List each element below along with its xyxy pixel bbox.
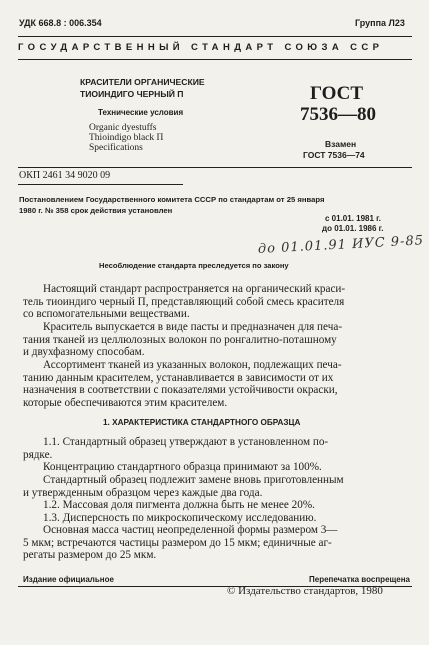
okp-underline — [18, 184, 183, 185]
english-title-2: Thioindigo black П — [89, 133, 164, 143]
title-line-2: ТИОИНДИГО ЧЕРНЫЙ П — [80, 89, 184, 99]
clause-1-3 — [23, 512, 413, 525]
publisher: © Издательство стандартов, 1980 — [227, 585, 383, 597]
replace-sample-paragraph — [23, 474, 413, 499]
standard-banner: ГОСУДАРСТВЕННЫЙ СТАНДАРТ СОЮЗА ССР — [18, 42, 384, 53]
validity-to: до 01.01. 1986 г. — [322, 224, 384, 233]
replace-label: Взамен — [325, 139, 357, 149]
validity-from: с 01.01. 1981 г. — [325, 214, 381, 223]
paste-line: тания тканей из целлюлозных волокон по ронгалитно-поташному — [23, 333, 337, 346]
assortment-paragraph — [23, 359, 413, 409]
mass-line: Основная масса частиц неопределенной формы размером 3— — [43, 524, 338, 536]
official-edition: Издание официальное — [23, 575, 114, 584]
top-rule — [18, 36, 412, 37]
intro-paragraph — [23, 283, 413, 321]
handwritten-extension: до 01.01.91 ИУС 9-85 — [257, 233, 425, 257]
clause-1-3-line: 1.3. Дисперсность по микроскопическому исследованию. — [43, 512, 317, 524]
paste-line: и двухфазному способам. — [23, 346, 145, 359]
english-title-3: Specifications — [89, 143, 143, 153]
replace-value: ГОСТ 7536—74 — [303, 150, 365, 160]
paste-line: Краситель выпускается в виде пасты и предназначен для печа- — [43, 321, 343, 333]
assortment-line: танию данным красителем, устанавливается в зависимости от их — [23, 371, 334, 384]
intro-line: тель тиоиндиго черный П, представляющий собой смесь красителя — [23, 295, 345, 308]
section-heading: 1. ХАРАКТЕРИСТИКА СТАНДАРТНОГО ОБРАЗЦА — [103, 418, 301, 427]
replace-sample-line: и утвержденным образцом через каждые два года. — [23, 486, 263, 499]
clause-1-2-line: 1.2. Массовая доля пигмента должна быть не менее 20%. — [43, 499, 315, 511]
banner-rule — [18, 59, 412, 60]
replace-sample-line: Стандартный образец подлежит замене вновь приготовленным — [43, 474, 344, 486]
decree-line-2: 1980 г. № 358 срок действия установлен — [19, 206, 173, 215]
mass-paragraph — [23, 524, 413, 562]
assortment-line: которые обеспечиваются этим красителем. — [23, 396, 228, 409]
okp-rule — [18, 167, 412, 168]
intro-line: со вспомогательными веществами. — [23, 308, 190, 321]
okp-code: ОКП 2461 34 9020 09 — [19, 170, 111, 181]
english-title-1: Organic dyestuffs — [89, 123, 157, 133]
paste-paragraph — [23, 321, 413, 359]
gost-number: 7536—80 — [300, 104, 376, 125]
decree-line-1: Постановлением Государственного комитета СССР по стандартам от 25 января — [19, 195, 325, 204]
concentration-line: Концентрацию стандартного образца принимают за 100%. — [43, 461, 322, 473]
subtitle: Технические условия — [98, 108, 184, 117]
intro-line: Настоящий стандарт распространяется на органический краси- — [43, 283, 346, 295]
udk-code: УДК 668.8 : 006.354 — [19, 18, 102, 28]
law-warning: Несоблюдение стандарта преследуется по закону — [99, 261, 289, 270]
title-line-1: КРАСИТЕЛИ ОРГАНИЧЕСКИЕ — [80, 77, 205, 87]
group-code: Группа Л23 — [355, 18, 405, 28]
clause-1-2 — [23, 499, 413, 512]
clause-1-1-line: рядке. — [23, 448, 53, 461]
concentration-paragraph — [23, 461, 413, 474]
gost-label: ГОСТ — [310, 83, 364, 104]
clause-1-1-line: 1.1. Стандартный образец утверждают в установленном по- — [43, 436, 329, 448]
assortment-line: назначения в соответствии с показателями устойчивости окраски, — [23, 384, 338, 397]
mass-line: регаты размером до 25 мкм. — [23, 549, 157, 562]
mass-line: 5 мкм; встречаются частицы размером до 15 мкм; единичные аг- — [23, 536, 332, 549]
clause-1-1 — [23, 436, 413, 461]
reprint-prohibited: Перепечатка воспрещена — [309, 575, 410, 584]
assortment-line: Ассортимент тканей из указанных волокон, подлежащих печа- — [43, 359, 342, 371]
